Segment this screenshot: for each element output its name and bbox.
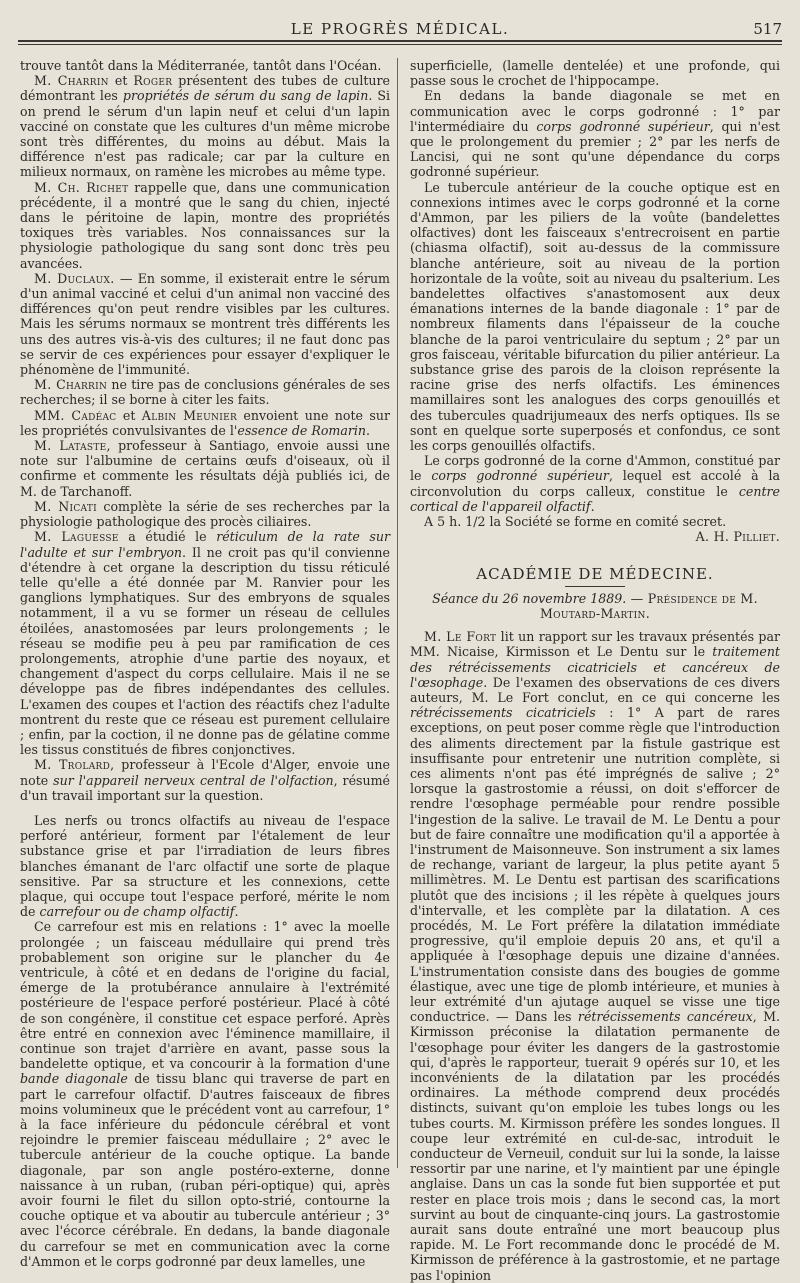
paragraph: Ce carrefour est mis en relations : 1° avec la moelle prolongée ; un faisceau médullaire qui prend très probablement son origine sur le plancher du 4e ventricule, à côté et en dedans de l'origine du facial, émerge de la protubérance annulaire à l'extrémité postérieure de l'espace perforé postérieur. Placé à côté de son congénère, il constitue cet espace perforé. Après être entré en connexion avec l'éminence mamillaire, il continue son trajet d'arrière en avant, passe sous la bandelette optique, et va concourir à la formation d'une bande diagonale de tissu blanc qui traverse de part en part le carrefour olfactif. D'autres faisceaux de fibres moins volumineux que le précédent vont au carrefour, 1° à la face inférieure du pédoncule cérébral et vont rejoindre le premier faisceau médullaire ; 2° avec le tubercule antérieur de la couche optique. La bande diagonale, par son angle postéro-externe, donne naissance à un ruban, (ruban péri-optique) qui, après avoir fourni le filet du sillon opto-strié, contourne la couche optique et va aboutir au tubercule antérieur ; 3° avec l'écorce cérébrale. En dedans, la bande diagonale du carrefour se met en communication avec la corne d'Ammon et le corps godronné par deux lamelles, une	[20, 919, 390, 1269]
paragraph: M. Nicati complète la série de ses recherches par la physiologie pathologique des procès ciliaires.	[20, 498, 390, 530]
paragraph: En dedans la bande diagonale se met en communication avec le corps godronné : 1° par l'intermédiaire du corps godronné supérieur, qui n'est que le prolongement du premier ; 2° par les nerfs de Lancisi, qui ne sont qu'une dépendance du corps godronné supérieur.	[410, 88, 780, 180]
paragraph: M. Trolard, professeur à l'Ecole d'Alger, envoie une note sur l'appareil nerveux central de l'olfaction, résumé d'un travail important sur la question.	[20, 757, 390, 803]
paragraph: superficielle, (lamelle dentelée) et une profonde, qui passe sous le crochet de l'hippocampe.	[410, 58, 780, 89]
paragraph: M. Le Fort lit un rapport sur les travaux présentés par MM. Nicaise, Kirmisson et Le Dentu sur le traitement des rétrécissements cicatriciels et cancéreux de l'œsophage. De l'examen des observations de ces divers auteurs, M. Le Fort conclut, en ce qui concerne les rétrécissements cicatriciels : 1° A part de rares exceptions, on peut poser comme règle que l'introduction des aliments directement par la fistule gastrique est insuffisante pour entretenir une nutrition complète, si ces aliments n'ont pas été imprégnés de salive ; 2° lorsque la gastrostomie a réussi, on doit s'efforcer de rendre l'œsophage perméable pour rendre possible l'ingestion de la salive. Le travail de M. Le Dentu a pour but de faire connaître une modification qu'il a apportée à l'instrument de Maisonneuve. Son instrument a six lames de rechange, variant de largeur, la plus petite ayant 5 millimètres. M. Le Dentu est partisan des scarifications plutôt que des incisions ; il les répète à quelques jours d'intervalle, et les complète par la dilatation. A ces procédés, M. Le Fort préfère la dilatation immédiate progressive, qu'il emploie depuis 20 ans, et qu'il a appliquée à l'œsophage depuis une dizaine d'années. L'instrumentation consiste dans des bougies de gomme élastique, avec une tige de plomb intérieure, et munies à leur extrémité d'un ajutage auquel se visse une tige conductrice. — Dans les rétrécissements cancéreux, M. Kirmisson préconise la dilatation permanente de l'œsophage pour éviter les dangers de la gastrostomie qui, d'après le rapporteur, tuerait 9 opérés sur 10, et les inconvénients de la dilatation par les procédés ordinaires. La méthode comprend deux procédés distincts, suivant qu'on emploie les tubes longs ou les tubes courts. M. Kirmisson préfère les sondes longues. Il coupe leur extrémité en cul-de-sac, introduit le conducteur de Verneuil, conduit sur lui la sonde, la laisse ressortir par une narine, et l'y maintient par une épingle anglaise. Dans un cas la sonde fut bien supportée et put rester en place trois mois ; dans le second cas, la mort survint au bout de cinquante-cinq jours. La gastrostomie aurait sans doute entraîné une mort beaucoup plus rapide. M. Le Fort recommande donc le procédé de M. Kirmisson de préférence à la gastrostomie, et ne partage pas l'opinion	[410, 629, 780, 1283]
section-rule	[565, 586, 625, 587]
paragraph: trouve tantôt dans la Méditerranée, tantôt dans l'Océan.	[20, 58, 382, 73]
page-number: 517	[753, 20, 782, 38]
column-divider	[397, 58, 398, 1168]
right-column	[410, 58, 781, 1283]
paragraph: M. Charrin et Roger présentent des tubes de culture démontrant les propriétés de sérum du sang de lapin. Si on prend le sérum d'un lapin neuf et celui d'un lapin vacciné on constate que les cultures d'un même microbe sont très différentes, du moins au début. Mais la différence n'est pas radicale; car par la culture en milieux normaux, on ramène les microbes au même type.	[20, 73, 390, 180]
page-header	[18, 18, 782, 42]
paragraph: M. Ch. Richet rappelle que, dans une communication précédente, il a montré que le sang du chien, injecté dans le péritoine de lapin, montre des propriétés toxiques très variables. Nos connaissances sur la physiologie pathologique du sang sont donc très peu avancées.	[20, 179, 390, 271]
paragraph: A 5 h. 1/2 la Société se forme en comité secret.	[424, 514, 727, 530]
paragraph: M. Lataste, professeur à Santiago, envoie aussi une note sur l'albumine de certains œufs d'oiseaux, où il confirme et commente les résultats déjà publiés ici, de M. de Tarchanoff.	[20, 438, 390, 499]
signature: A. H. Pilliet.	[695, 529, 780, 545]
paragraph: Les nerfs ou troncs olfactifs au niveau de l'espace perforé antérieur, forment par l'étalement de leur substance grise et par l'irradiation de leurs fibres blanches émanant de l'arc olfactif une sorte de plaque sensitive. Par sa structure et les connexions, cette plaque, qui occupe tout l'espace perforé, mérite le nom de carrefour ou de champ olfactif.	[20, 812, 390, 920]
journal-title: LE PROGRÈS MÉDICAL.	[290, 20, 510, 38]
paragraph: MM. Cadéac et Albin Meunier envoient une note sur les propriétés convulsivantes de l'essence de Romarin.	[20, 407, 390, 438]
session-line: Séance du 26 novembre 1889. — Présidence de M. Moutard-Martin.	[432, 590, 758, 621]
paragraph: M. Laguesse a étudié le réticulum de la rate sur l'adulte et sur l'embryon. Il ne croit pas qu'il convienne d'étendre à cet organe la description du tissu réticulé telle qu'elle a été donnée par M. Ranvier pour les ganglions lymphatiques. Sur des embryons de squales notamment, il a vu se former un réseau de cellules étoilées, anastomosées par leurs prolongements ; le réseau se modifie peu à peu par ramification de ces prolongements, atrophie d'une partie des noyaux, et changement d'aspect du corps cellulaire. Mais il ne se développe pas de fibres indépendantes des cellules. L'examen des coupes et l'action des réactifs chez l'adulte montrent du reste que ce réseau est purement cellulaire ; enfin, par la coction, il ne donne pas de gélatine comme les tissus constitués de fibres conjonctives.	[20, 529, 391, 758]
left-column	[20, 58, 391, 1269]
paragraph: M. Duclaux. — En somme, il existerait entre le sérum d'un animal vacciné et celui d'un animal non vacciné des différences qu'on peut rendre visibles par les cultures. Mais les sérums normaux se montrent très différents les uns des autres vis-à-vis des cultures; il ne faut donc pas se servir de ces expériences pour essayer d'expliquer le phénomène de l'immunité.	[20, 270, 391, 378]
paragraph: M. Charrin ne tire pas de conclusions générales de ses recherches; il se borne à citer les faits.	[20, 377, 390, 408]
paragraph: Le tubercule antérieur de la couche optique est en connexions intimes avec le corps godronné et la corne d'Ammon, par les piliers de la voûte (bandelettes olfactives) dont les faisceaux s'entrecroisent en partie (chiasma olfactif), soit au-dessus de la commissure blanche antérieure, soit au niveau de la portion horizontale de la voûte, soit au niveau du psalterium. Les bandelettes olfactives s'anastomosent aux deux émanations internes de la bande diagonale : 1° par de nombreux filaments dans l'épaisseur de la couche blanche de la paroi ventriculaire du septum ; 2° par un gros faisceau, véritable bifurcation du pilier antérieur. La substance grise des parois de la cloison représente la racine grise des nerfs olfactifs. Les éminences mamillaires sont les analogues des corps genouillés et des tubercules quadrijumeaux des nerfs optiques. Ils se sont en quelque sorte superposés et confondus, ce sont les corps genouillés olfactifs.	[410, 179, 780, 454]
section-title: ACADÉMIE DE MÉDECINE.	[476, 564, 714, 583]
paragraph: Le corps godronné de la corne d'Ammon, constitué par le corps godronné supérieur, lequel est accolé à la circonvolution du corps calleux, constitue le centre cortical de l'appareil olfactif.	[410, 453, 781, 514]
header-rule	[18, 44, 782, 45]
